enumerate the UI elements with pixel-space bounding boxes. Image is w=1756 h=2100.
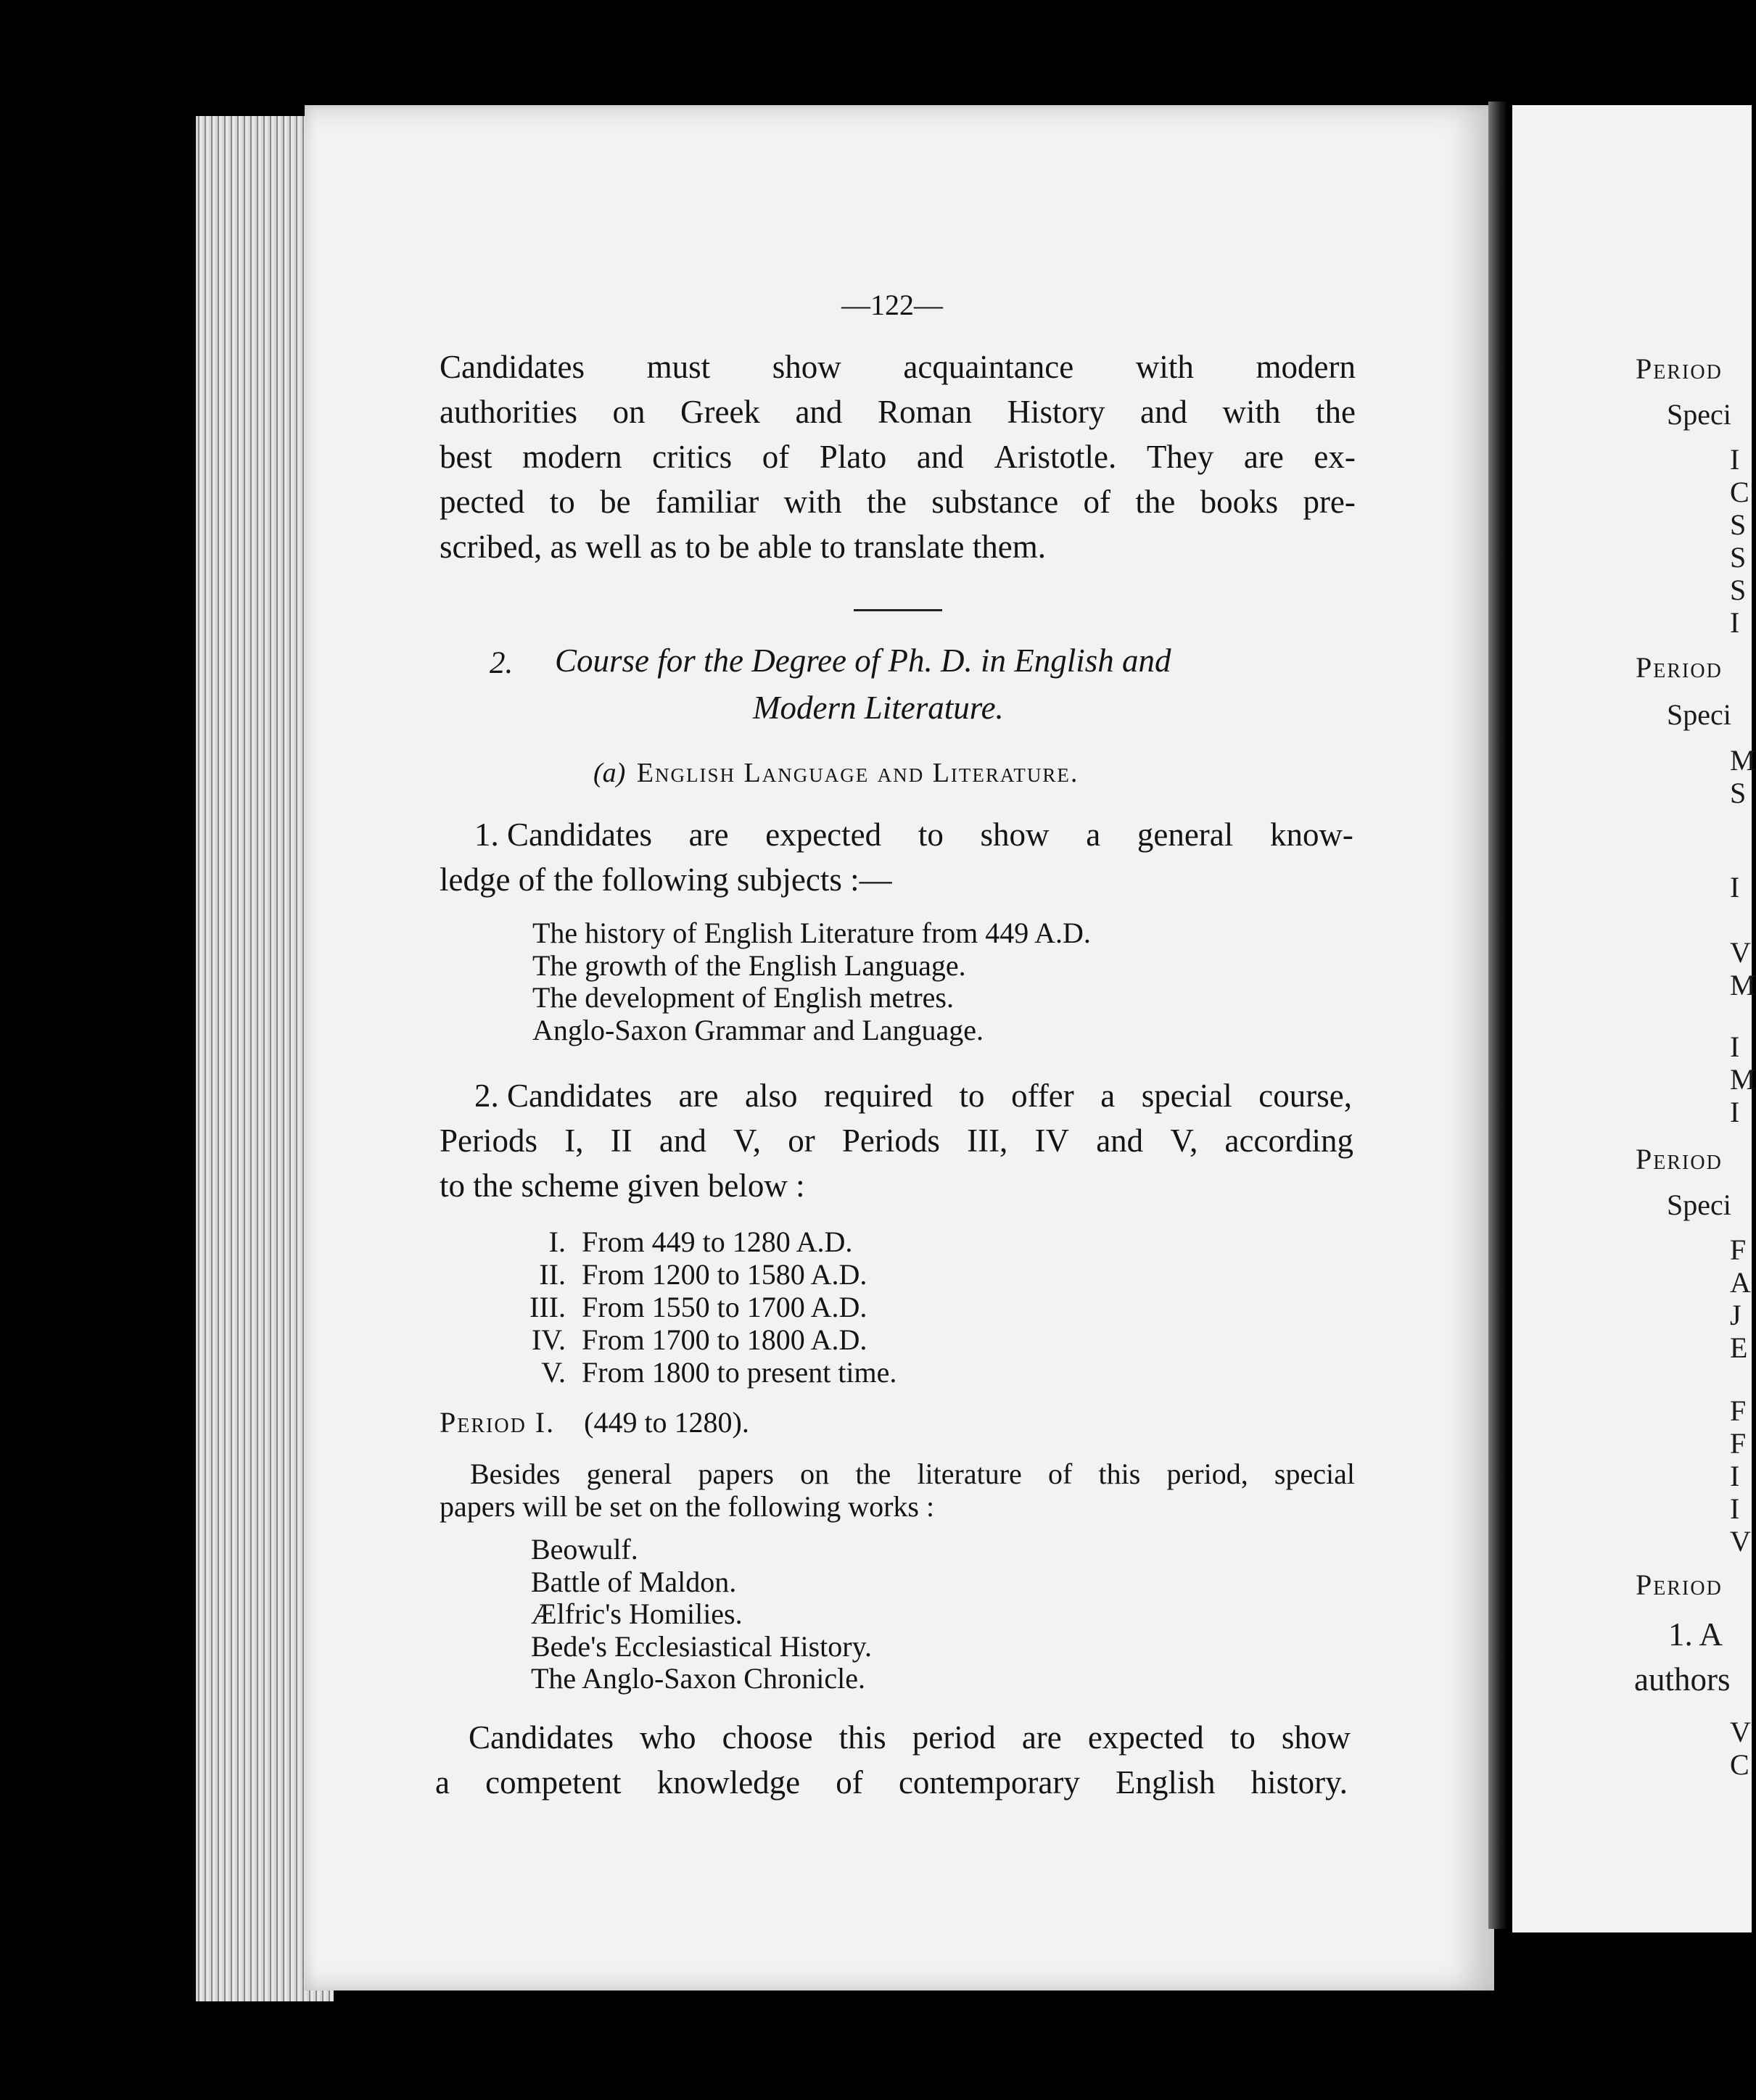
next-page-fragment: 1. A: [1668, 1616, 1723, 1653]
word: V,: [1170, 1123, 1198, 1159]
intro-line-5: scribed, as well as to be able to translate them.: [440, 529, 1046, 565]
word: critics: [652, 439, 733, 475]
word: show: [772, 349, 841, 385]
item-1-line-1: [440, 812, 1353, 857]
next-page-fragment: C: [1730, 476, 1749, 508]
word: of: [1083, 484, 1110, 520]
work-item: Battle of Maldon.: [531, 1565, 737, 1598]
next-page-fragment: V: [1730, 1716, 1751, 1748]
word: and: [795, 394, 843, 430]
next-page-fragment: I: [1730, 443, 1740, 476]
next-page-fragment: Period: [1636, 352, 1723, 385]
word: are: [1021, 1719, 1062, 1756]
word: Candidates: [440, 349, 585, 385]
next-page-fragment: S: [1730, 508, 1747, 541]
period-range: From 1700 to 1800 A.D.: [582, 1323, 867, 1356]
word: know-: [1269, 817, 1353, 853]
word: to: [959, 1078, 985, 1114]
intro-line-4: [440, 479, 1356, 524]
next-page-fragment: A: [1730, 1266, 1751, 1299]
closing-line-2: [435, 1760, 1348, 1805]
word: Periods: [440, 1123, 537, 1159]
word: a: [1100, 1078, 1116, 1114]
word: books: [1200, 484, 1279, 520]
course-number: 2.: [490, 646, 514, 680]
period-1-heading: [440, 1405, 749, 1439]
word: with: [1222, 394, 1281, 430]
course-title-line-2: Modern Literature.: [753, 690, 1004, 726]
intro-line-1: [440, 344, 1356, 389]
word: general: [1137, 817, 1234, 853]
word: best: [440, 439, 492, 475]
word: papers: [698, 1458, 774, 1490]
period-number: II.: [539, 1258, 566, 1291]
word: 2. Candidates: [474, 1078, 652, 1114]
item-2-paragraph: [440, 1073, 1353, 1208]
word: Besides: [470, 1458, 561, 1490]
word: Roman: [877, 394, 972, 430]
word: with: [783, 484, 842, 520]
subject-item: Anglo-Saxon Grammar and Language.: [532, 1013, 984, 1046]
word: authorities: [440, 394, 577, 430]
word: pre-: [1303, 484, 1356, 520]
period-row: [471, 1323, 896, 1356]
next-page-fragment: F: [1730, 1394, 1747, 1427]
word: on: [800, 1458, 830, 1490]
next-page-fragment: Period: [1636, 1143, 1723, 1175]
next-page-fragment: M: [1730, 1063, 1756, 1096]
word: and: [659, 1123, 706, 1159]
period-range: From 1800 to present time.: [582, 1356, 897, 1389]
subsection-heading: [593, 757, 1079, 789]
word: ex-: [1314, 439, 1356, 475]
next-page-fragment: I: [1730, 1096, 1740, 1128]
word: and: [916, 439, 964, 475]
works-list: [531, 1534, 872, 1695]
word: acquaintance: [903, 349, 1074, 385]
word: must: [646, 349, 711, 385]
word: or: [788, 1123, 815, 1159]
subject-item: The development of English metres.: [532, 981, 954, 1014]
word: the: [866, 484, 907, 520]
next-page-fragment: F: [1730, 1427, 1747, 1460]
word: the: [1135, 484, 1176, 520]
period-row: [471, 1291, 896, 1323]
period-range: From 1550 to 1700 A.D.: [582, 1291, 867, 1323]
word: substance: [931, 484, 1059, 520]
word: a: [435, 1764, 450, 1801]
word: required: [824, 1078, 933, 1114]
period-1-desc-line-2: papers will be set on the following works :: [440, 1490, 935, 1523]
intro-line-3: [440, 434, 1356, 479]
next-page-fragment: I: [1730, 871, 1740, 904]
word: Greek: [680, 394, 760, 430]
word: I,: [564, 1123, 584, 1159]
next-page-fragment: E: [1730, 1331, 1748, 1364]
next-page-fragment: I: [1730, 606, 1740, 639]
word: the: [1316, 394, 1356, 430]
word: of: [1048, 1458, 1073, 1490]
word: literature: [917, 1458, 1022, 1490]
word: with: [1135, 349, 1194, 385]
word: III,: [967, 1123, 1008, 1159]
next-page-fragment: S: [1730, 574, 1747, 606]
word: are: [1243, 439, 1284, 475]
word: general: [586, 1458, 672, 1490]
next-page-fragment: I: [1730, 1460, 1740, 1492]
word: this: [838, 1719, 886, 1756]
period-range: From 449 to 1280 A.D.: [582, 1225, 853, 1258]
word: this: [1098, 1458, 1141, 1490]
word: and: [1139, 394, 1187, 430]
word: be: [600, 484, 631, 520]
next-page-fragment: authors: [1634, 1661, 1731, 1698]
word: 1. Candidates: [474, 817, 652, 853]
intro-line-2: [440, 389, 1356, 434]
word: Periods: [841, 1123, 940, 1159]
item-1-paragraph: [440, 812, 1353, 902]
word: knowledge: [656, 1764, 801, 1801]
word: of: [836, 1764, 863, 1801]
period-range: From 1200 to 1580 A.D.: [582, 1258, 867, 1291]
word: familiar: [655, 484, 759, 520]
word: period,: [1166, 1458, 1248, 1490]
word: IV: [1034, 1123, 1069, 1159]
page-number: —122—: [841, 289, 943, 321]
word: show: [980, 817, 1050, 853]
word: special: [1141, 1078, 1232, 1114]
word: English: [1115, 1764, 1216, 1801]
intro-paragraph: [440, 344, 1356, 569]
word: choose: [722, 1719, 813, 1756]
period-number: V.: [541, 1356, 566, 1389]
subject-item: The history of English Literature from 449 A.D.: [532, 917, 1091, 949]
periods-list: [471, 1225, 896, 1389]
word: according: [1224, 1123, 1353, 1159]
word: Plato: [819, 439, 887, 475]
word: to: [1229, 1719, 1256, 1756]
next-page-fragment: V: [1730, 1525, 1751, 1558]
word: expected: [1087, 1719, 1204, 1756]
period-row: [471, 1225, 896, 1258]
closing-line-1: [435, 1715, 1351, 1760]
course-title-line-1: Course for the Degree of Ph. D. in English and: [555, 642, 1171, 679]
word: to: [549, 484, 575, 520]
next-page-fragment: M: [1730, 744, 1756, 777]
next-page-fragment: S: [1730, 777, 1747, 809]
subsection-label: (a): [593, 758, 626, 788]
next-page-fragment: Period: [1636, 651, 1723, 684]
word: course,: [1258, 1078, 1352, 1114]
item-1-line-2: ledge of the following subjects :—: [440, 861, 892, 898]
word: competent: [485, 1764, 622, 1801]
period-number: I.: [548, 1225, 566, 1258]
word: who: [640, 1719, 696, 1756]
word: to: [918, 817, 944, 853]
word: are: [678, 1078, 719, 1114]
word: II: [610, 1123, 632, 1159]
work-item: The Anglo-Saxon Chronicle.: [531, 1662, 866, 1695]
word: period: [912, 1719, 996, 1756]
word: contemporary: [898, 1764, 1080, 1801]
word: the: [855, 1458, 891, 1490]
section-divider: [854, 609, 942, 611]
next-page-fragment: Speci: [1667, 1189, 1731, 1221]
word: a: [1086, 817, 1101, 853]
word: modern: [522, 439, 622, 475]
next-page-fragment: Speci: [1667, 398, 1731, 431]
word: They: [1146, 439, 1214, 475]
period-row: [471, 1258, 896, 1291]
word: special: [1274, 1458, 1355, 1490]
word: history.: [1250, 1764, 1348, 1801]
word: are: [688, 817, 729, 853]
item-2-line-2: [440, 1118, 1353, 1163]
word: offer: [1011, 1078, 1074, 1114]
next-page-fragment: Period: [1636, 1568, 1723, 1601]
word: Aristotle.: [994, 439, 1117, 475]
next-page-fragment: I: [1730, 1492, 1740, 1525]
book-gutter: [1488, 102, 1507, 1929]
period-number: IV.: [531, 1323, 566, 1356]
item-2-line-1: [440, 1073, 1352, 1118]
period-1-dates: (449 to 1280).: [584, 1406, 749, 1439]
word: show: [1281, 1719, 1351, 1756]
work-item: Ælfric's Homilies.: [531, 1597, 743, 1630]
word: History: [1007, 394, 1105, 430]
word: expected: [765, 817, 882, 853]
period-1-description: [440, 1458, 1355, 1523]
subsection-title: English Language and Literature.: [636, 758, 1079, 788]
item-2-line-3: to the scheme given below :: [440, 1167, 805, 1204]
word: on: [612, 394, 646, 430]
next-page-fragment: Speci: [1667, 698, 1731, 731]
next-page-fragment: F: [1730, 1233, 1747, 1266]
next-page-fragment: C: [1730, 1748, 1749, 1781]
period-1-label: Period I.: [440, 1406, 556, 1439]
next-page-fragment: S: [1730, 541, 1747, 574]
word: and: [1096, 1123, 1144, 1159]
subjects-list: [532, 917, 1091, 1046]
next-page-fragment: J: [1730, 1299, 1741, 1331]
next-page-fragment: M: [1730, 969, 1756, 1001]
word: of: [762, 439, 790, 475]
work-item: Beowulf.: [531, 1533, 638, 1566]
word: Candidates: [469, 1719, 614, 1756]
period-number: III.: [529, 1291, 566, 1323]
next-page-fragment: I: [1730, 1030, 1740, 1063]
period-1-desc-line-1: [440, 1458, 1355, 1490]
word: V,: [733, 1123, 761, 1159]
next-page-fragment: V: [1730, 936, 1751, 969]
word: modern: [1256, 349, 1356, 385]
work-item: Bede's Ecclesiastical History.: [531, 1629, 873, 1663]
word: pected: [440, 484, 525, 520]
period-1-closing: [435, 1715, 1351, 1805]
period-row: [471, 1356, 896, 1389]
subject-item: The growth of the English Language.: [532, 948, 966, 982]
word: also: [744, 1078, 798, 1114]
